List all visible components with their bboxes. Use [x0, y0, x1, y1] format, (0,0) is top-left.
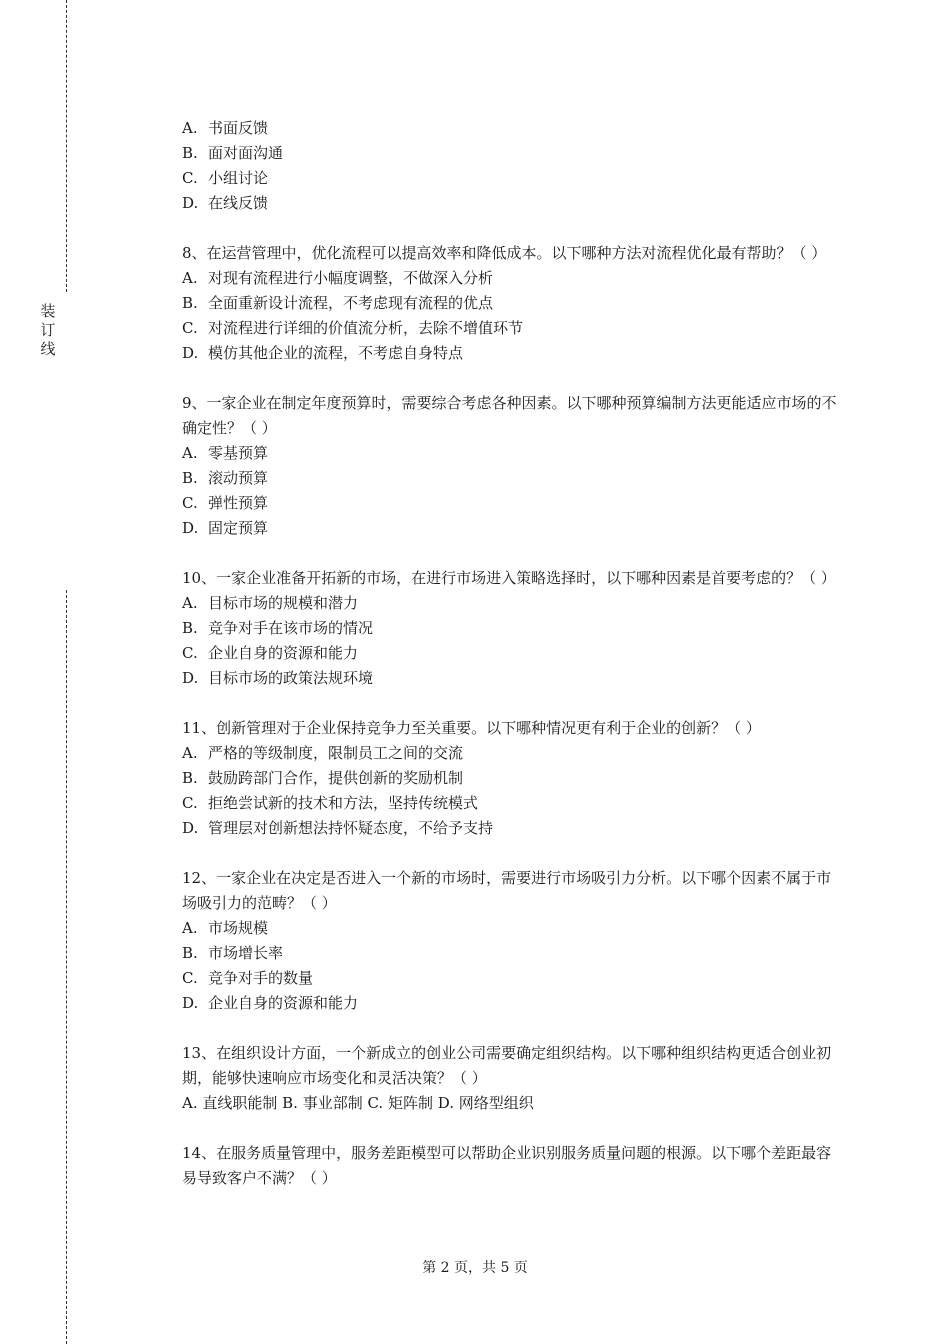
- option-c: [182, 966, 842, 991]
- option-text: 弹性预算: [208, 494, 269, 512]
- option-letter: B.: [182, 144, 198, 162]
- question-text: 14、在服务质量管理中，服务差距模型可以帮助企业识别服务质量问题的根源。以下哪个差距最容易导致客户不满？（ ）: [182, 1144, 832, 1187]
- option-c: [182, 791, 842, 816]
- option-b: [182, 466, 842, 491]
- option-letter: D.: [182, 344, 199, 362]
- option-d: [182, 816, 842, 841]
- option-letter: C.: [182, 494, 198, 512]
- question-11: [182, 716, 842, 841]
- question-13: [182, 1041, 842, 1116]
- question-list: [182, 116, 842, 1191]
- option-b: [182, 616, 842, 641]
- option-text: 目标市场的规模和潜力: [208, 594, 359, 612]
- option-text: 竞争对手在该市场的情况: [208, 619, 374, 637]
- question-text: 9、一家企业在制定年度预算时，需要综合考虑各种因素。以下哪种预算编制方法更能适应市场的不确定性？（ ）: [182, 394, 837, 437]
- binding-dashed-line-bottom: [66, 590, 67, 1344]
- option-d: [182, 191, 842, 216]
- question-9: [182, 391, 842, 541]
- binding-label: [38, 302, 58, 359]
- option-b: [182, 766, 842, 791]
- option-a: [182, 916, 842, 941]
- option-text: 市场增长率: [208, 944, 284, 962]
- option-text: 拒绝尝试新的技术和方法，坚持传统模式: [208, 794, 479, 812]
- question-text: 12、一家企业在决定是否进入一个新的市场时，需要进行市场吸引力分析。以下哪个因素不属于市场吸引力的范畴？（ ）: [182, 869, 832, 912]
- option-text: 管理层对创新想法持怀疑态度，不给予支持: [208, 819, 494, 837]
- option-text: 面对面沟通: [208, 144, 284, 162]
- option-text: 企业自身的资源和能力: [208, 994, 359, 1012]
- option-letter: A.: [182, 919, 198, 937]
- option-letter: D.: [182, 194, 199, 212]
- option-text: 小组讨论: [208, 169, 269, 187]
- question-text: 13、在组织设计方面，一个新成立的创业公司需要确定组织结构。以下哪种组织结构更适合创业初期，能够快速响应市场变化和灵活决策？（ ）: [182, 1044, 832, 1087]
- option-text: 全面重新设计流程，不考虑现有流程的优点: [208, 294, 494, 312]
- option-letter: B.: [182, 294, 198, 312]
- option-c: [182, 641, 842, 666]
- option-a: [182, 591, 842, 616]
- option-text: 零基预算: [208, 444, 269, 462]
- option-letter: A.: [182, 269, 198, 287]
- option-d: [182, 991, 842, 1016]
- question-8: [182, 241, 842, 366]
- option-text: 市场规模: [208, 919, 269, 937]
- page-footer: [0, 1258, 950, 1278]
- option-letter: C.: [182, 319, 198, 337]
- option-text: 模仿其他企业的流程，不考虑自身特点: [208, 344, 464, 362]
- option-letter: A.: [182, 744, 198, 762]
- option-d: [182, 666, 842, 691]
- option-text: 目标市场的政策法规环境: [208, 669, 374, 687]
- binding-char: 装: [40, 302, 56, 320]
- option-text: 企业自身的资源和能力: [208, 644, 359, 662]
- question-text: 8、在运营管理中，优化流程可以提高效率和降低成本。以下哪种方法对流程优化最有帮助？（ ）: [182, 244, 827, 262]
- question-10: [182, 566, 842, 691]
- option-c: [182, 316, 842, 341]
- option-a: [182, 441, 842, 466]
- option-text: 滚动预算: [208, 469, 269, 487]
- option-letter: D.: [182, 669, 199, 687]
- option-letter: C.: [182, 794, 198, 812]
- question-12: [182, 866, 842, 1016]
- option-letter: B.: [182, 469, 198, 487]
- option-letter: D.: [182, 994, 199, 1012]
- option-b: [182, 941, 842, 966]
- option-letter: D.: [182, 519, 199, 537]
- question-text: 10、一家企业准备开拓新的市场，在进行市场进入策略选择时，以下哪种因素是首要考虑的？（ ）: [182, 569, 836, 587]
- option-letter: B.: [182, 769, 198, 787]
- option-d: [182, 516, 842, 541]
- inline-options: A. 直线职能制 B. 事业部制 C. 矩阵制 D. 网络型组织: [182, 1094, 534, 1112]
- option-letter: C.: [182, 644, 198, 662]
- option-b: [182, 141, 842, 166]
- question-text: 11、创新管理对于企业保持竞争力至关重要。以下哪种情况更有利于企业的创新？（ ）: [182, 719, 761, 737]
- option-text: 鼓励跨部门合作，提供创新的奖励机制: [208, 769, 464, 787]
- option-text: 对流程进行详细的价值流分析，去除不增值环节: [208, 319, 524, 337]
- option-letter: D.: [182, 819, 199, 837]
- option-text: 书面反馈: [208, 119, 269, 137]
- option-letter: A.: [182, 594, 198, 612]
- option-letter: A.: [182, 119, 198, 137]
- option-a: [182, 741, 842, 766]
- page-number: 第 2 页，共 5 页: [422, 1260, 528, 1276]
- binding-dashed-line-top: [66, 0, 67, 292]
- option-text: 竞争对手的数量: [208, 969, 314, 987]
- option-letter: B.: [182, 944, 198, 962]
- option-d: [182, 341, 842, 366]
- binding-char: 订: [40, 321, 56, 339]
- question-14: [182, 1141, 842, 1191]
- option-a: [182, 266, 842, 291]
- option-text: 对现有流程进行小幅度调整，不做深入分析: [208, 269, 494, 287]
- option-letter: C.: [182, 969, 198, 987]
- option-letter: C.: [182, 169, 198, 187]
- option-letter: A.: [182, 444, 198, 462]
- option-a: [182, 116, 842, 141]
- option-text: 在线反馈: [208, 194, 269, 212]
- option-letter: B.: [182, 619, 198, 637]
- option-c: [182, 491, 842, 516]
- question-7-options: [182, 116, 842, 216]
- option-b: [182, 291, 842, 316]
- option-text: 固定预算: [208, 519, 269, 537]
- option-c: [182, 166, 842, 191]
- option-text: 严格的等级制度，限制员工之间的交流: [208, 744, 464, 762]
- binding-char: 线: [40, 340, 56, 358]
